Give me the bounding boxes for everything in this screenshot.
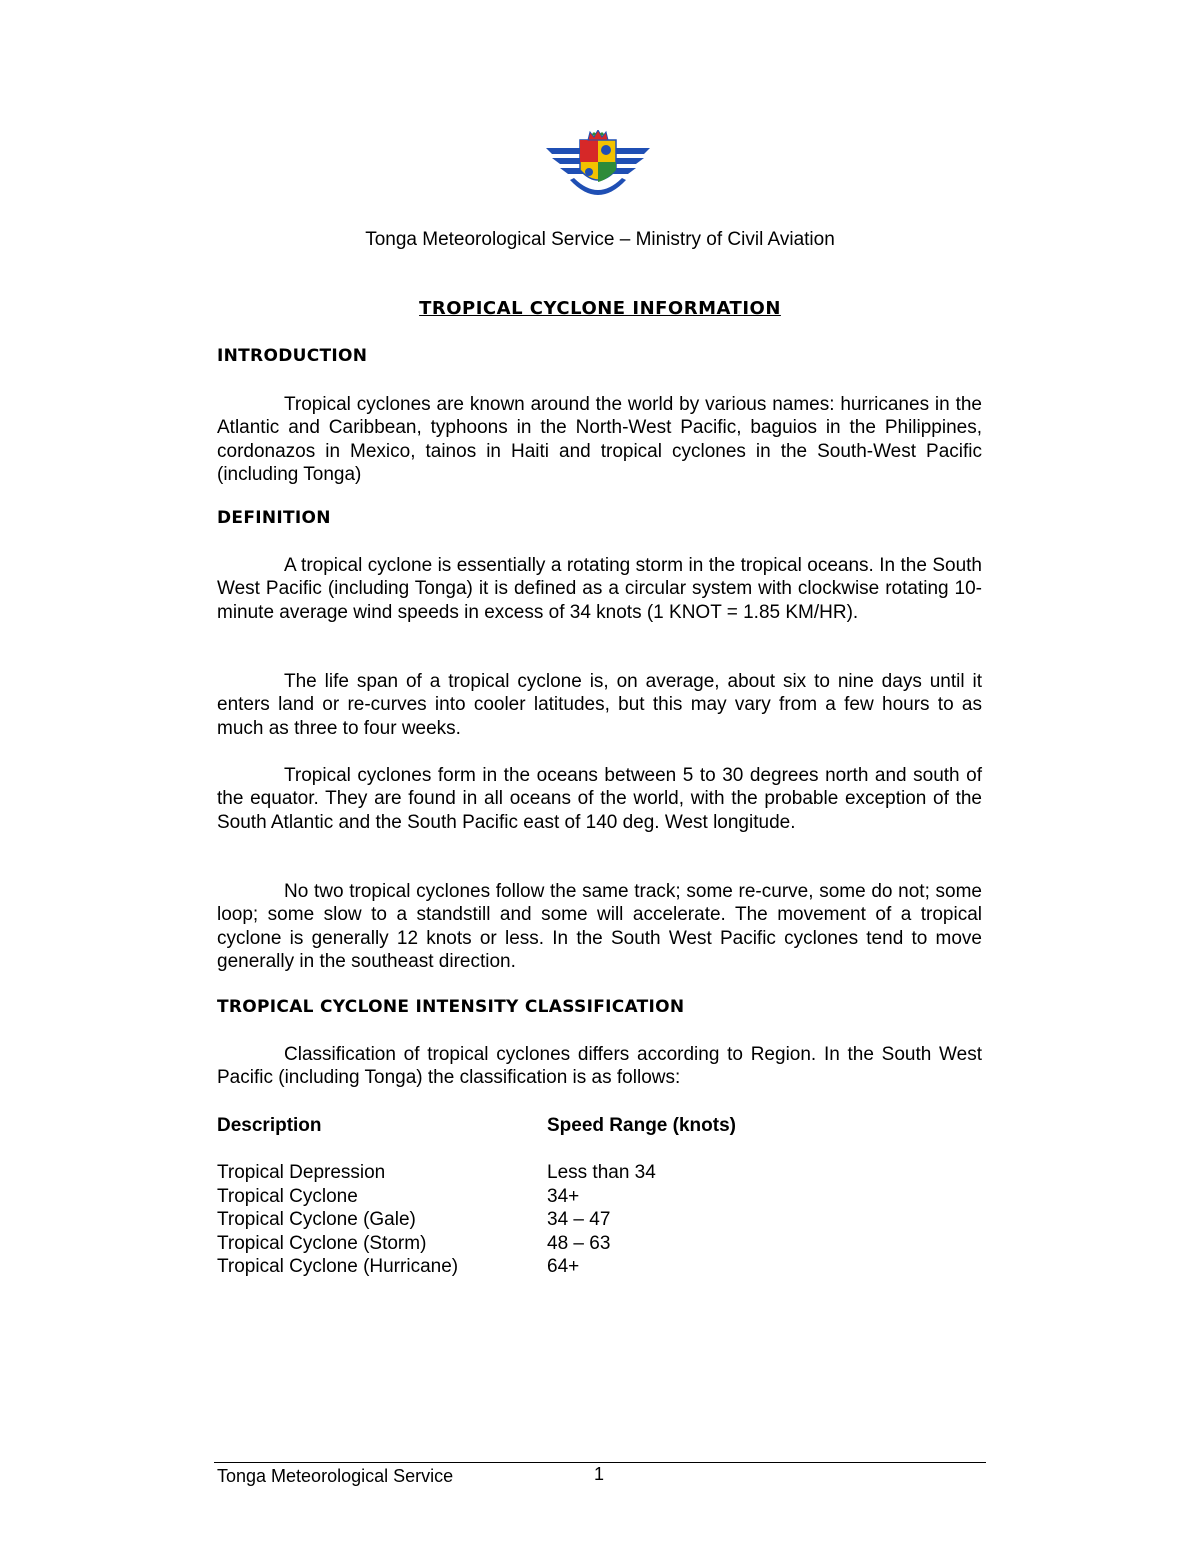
definition-paragraph-2: The life span of a tropical cyclone is, on average, about six to nine days until it enters land or re-curves into cooler latitudes, but this may vary from a few hours to as much as three to four weeks. <box>217 671 982 739</box>
table-row <box>217 1161 982 1184</box>
footer-organization: Tonga Meteorological Service <box>217 1466 454 1486</box>
table-cell-speed: Less than 34 <box>547 1162 656 1184</box>
classification-heading: TROPICAL CYCLONE INTENSITY CLASSIFICATION <box>217 997 685 1017</box>
footer-divider <box>214 1462 986 1463</box>
table-cell-speed: 34+ <box>547 1185 580 1207</box>
organization-subtitle: Tonga Meteorological Service – Ministry of Civil Aviation <box>365 229 835 250</box>
introduction-paragraph: Tropical cyclones are known around the world by various names: hurricanes in the Atlantic and Caribbean, typhoons in the North-West Pacific, baguios in the Philippines, cordonazos in Mexico, tainos in Haiti and tropical cyclones in the South-West Pacific (including Tonga) <box>217 394 982 486</box>
table-cell-speed: 34 – 47 <box>547 1209 611 1231</box>
definition-paragraph-4: No two tropical cyclones follow the same track; some re-curve, some do not; some loop; some slow to a standstill and some will accelerate. The movement of a tropical cyclone is generally 12 knots or less. In the South West Pacific cyclones tend to move generally in the southeast direction. <box>217 881 982 973</box>
page-number: 1 <box>594 1464 605 1484</box>
column-header-speed-range: Speed Range (knots) <box>547 1115 736 1136</box>
table-cell-speed: 64+ <box>547 1255 580 1277</box>
table-cell-description: Tropical Cyclone <box>217 1185 358 1207</box>
tonga-met-service-emblem-icon <box>544 130 652 206</box>
column-header-description: Description <box>217 1115 322 1136</box>
table-row <box>217 1255 982 1278</box>
table-cell-description: Tropical Cyclone (Gale) <box>217 1209 416 1231</box>
page-title: TROPICAL CYCLONE INFORMATION <box>419 298 781 319</box>
classification-paragraph: Classification of tropical cyclones differs according to Region. In the South West Pacific (including Tonga) the classification is as follows: <box>217 1044 982 1089</box>
introduction-heading: INTRODUCTION <box>217 346 368 366</box>
definition-paragraph-3: Tropical cyclones form in the oceans between 5 to 30 degrees north and south of the equator. They are found in all oceans of the world, with the probable exception of the South Atlantic and the South Pacific east of 140 deg. West longitude. <box>217 765 982 833</box>
table-cell-description: Tropical Cyclone (Storm) <box>217 1232 427 1254</box>
definition-paragraph-1: A tropical cyclone is essentially a rotating storm in the tropical oceans. In the South West Pacific (including Tonga) it is defined as a circular system with clockwise rotating 10-minute average wind speeds in excess of 34 knots (1 KNOT = 1.85 KM/HR). <box>217 555 982 623</box>
definition-heading: DEFINITION <box>217 508 331 528</box>
table-row <box>217 1208 982 1231</box>
table-row <box>217 1232 982 1255</box>
classification-table <box>217 1114 982 1278</box>
table-header-row <box>217 1114 982 1137</box>
table-cell-description: Tropical Depression <box>217 1162 386 1184</box>
table-cell-speed: 48 – 63 <box>547 1232 611 1254</box>
table-cell-description: Tropical Cyclone (Hurricane) <box>217 1255 459 1277</box>
table-row <box>217 1185 982 1208</box>
